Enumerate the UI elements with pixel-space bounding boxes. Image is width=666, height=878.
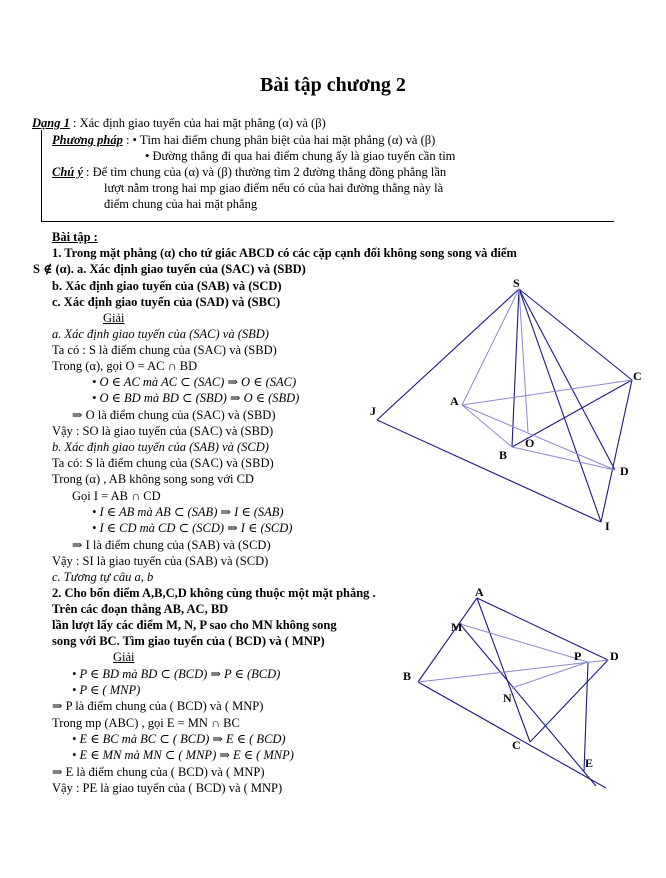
p1-s15: Vậy : SI là giao tuyến của (SAB) và (SCD) [52, 554, 269, 568]
p1-s10: Trong (α) , AB không song song với CD [52, 472, 254, 486]
p2-s3: ⇒ P là điểm chung của ( BCD) và ( MNP) [52, 699, 264, 713]
phuongphap-label: Phương pháp [52, 133, 123, 147]
p1-s11: Gọi I = AB ∩ CD [72, 489, 161, 503]
chuy-label: Chú ý [52, 165, 83, 179]
edge-BCE [418, 682, 606, 788]
fig1-solid-edges [377, 289, 632, 522]
chuy-text1: : Để tìm chung của (α) và (β) thường tìm 2 đường thẳng đồng phẳng lần [82, 165, 447, 179]
p1-s3: Trong (α), gọi O = AC ∩ BD [52, 359, 198, 373]
p1-s1: a. Xác định giao tuyến của (SAC) và (SBD) [52, 327, 269, 341]
label-D2: D [610, 649, 619, 663]
dang1-text: : Xác định giao tuyến của hai mặt phẳng (α) và (β) [69, 116, 326, 130]
label-M2: M [451, 620, 463, 634]
baitap-label: Bài tập : [52, 230, 98, 244]
edge-SJ [377, 289, 519, 420]
label-D: D [620, 464, 629, 478]
p2-s8: Vậy : PE là giao tuyến của ( BCD) và ( MNP) [52, 781, 283, 795]
edge-BD2 [418, 660, 608, 682]
edge-SB [512, 289, 519, 447]
p1-s9: Ta có: S là điểm chung của (SAC) và (SBD) [52, 456, 274, 470]
label-B2: B [403, 669, 412, 683]
p1-s8: b. Xác định giao tuyến của (SAB) và (SCD) [52, 440, 269, 454]
label-P2: P [574, 649, 582, 663]
p2-line2: Trên các đoạn thẳng AB, AC, BD [52, 602, 229, 616]
label-J: J [370, 404, 376, 418]
fig1-light-edges [462, 289, 632, 470]
label-N2: N [503, 691, 512, 705]
label-A2: A [475, 585, 484, 599]
edge-SC [519, 289, 632, 380]
label-S: S [513, 276, 520, 290]
p1-s2: Ta có : S là điểm chung của (SAC) và (SBD) [52, 343, 277, 357]
label-C: C [633, 369, 642, 383]
p1-line4: c. Xác định giao tuyến của (SAD) và (SBC) [52, 295, 281, 309]
chuy-line3: điểm chung của hai mặt phẳng [104, 197, 258, 211]
p1-s4: • O ∈ AC mà AC ⊂ (SAC) ⇒ O ∈ (SAC) [92, 375, 297, 389]
p1-s6: ⇒ O là điểm chung của (SAC) và (SBD) [72, 408, 276, 422]
p2-line4: song với BC. Tìm giao tuyến của ( BCD) và ( MNP) [52, 634, 325, 648]
p1-line3: b. Xác định giao tuyến của (SAB) và (SCD) [52, 279, 282, 293]
p1-line2: S ∉ (α). a. Xác định giao tuyến của (SAC) và (SBD) [33, 262, 306, 276]
fig2-solid-edges [418, 598, 608, 788]
label-E2: E [585, 756, 594, 770]
p2-s4: Trong mp (ABC) , gọi E = MN ∩ BC [52, 716, 240, 730]
edge-AD [462, 405, 615, 470]
edge-AB2 [418, 598, 477, 682]
edge-CD2 [530, 660, 608, 742]
line-MP [460, 624, 588, 662]
label-A: A [450, 394, 459, 408]
chuy-line2: lượt nằm trong hai mp giao điểm nếu có của hai đường thẳng này là [104, 181, 444, 195]
p1-line1: 1. Trong mặt phẳng (α) cho tứ giác ABCD có các cặp cạnh đối không song song và điểm [52, 246, 517, 260]
p1-s13: • I ∈ CD mà CD ⊂ (SCD) ⇒ I ∈ (SCD) [92, 521, 293, 535]
edge-SI [519, 289, 601, 522]
p1-s5: • O ∈ BD mà BD ⊂ (SBD) ⇒ O ∈ (SBD) [92, 391, 300, 405]
p2-s1: • P ∈ BD mà BD ⊂ (BCD) ⇒ P ∈ (BCD) [72, 667, 281, 681]
page-title: Bài tập chương 2 [260, 74, 406, 96]
line-NP [512, 662, 588, 688]
p2-giai: Giải [113, 650, 135, 664]
p2-line3: lần lượt lấy các điểm M, N, P sao cho MN không song [52, 618, 337, 632]
p1-s16: c. Tương tự câu a, b [52, 570, 154, 584]
edge-AC [462, 380, 632, 405]
p1-s7: Vậy : SO là giao tuyến của (SAC) và (SBD) [52, 424, 274, 438]
p2-line1: 2. Cho bốn điểm A,B,C,D không cùng thuộc một mặt phẳng . [52, 586, 376, 600]
label-B: B [499, 448, 508, 462]
label-I: I [605, 519, 610, 533]
edge-AB [462, 405, 512, 447]
phuongphap-line2: • Đường thẳng đi qua hai điểm chung ấy là giao tuyến cần tìm [145, 149, 456, 163]
p2-s2: • P ∈ ( MNP) [72, 683, 141, 697]
edge-JI [377, 420, 601, 522]
edge-CI [601, 380, 632, 522]
p1-giai: Giải [103, 311, 125, 325]
p2-s7: ⇒ E là điểm chung của ( BCD) và ( MNP) [52, 765, 265, 779]
label-C2: C [512, 738, 521, 752]
p2-s5: • E ∈ BC mà BC ⊂ ( BCD) ⇒ E ∈ ( BCD) [72, 732, 286, 746]
p2-s6: • E ∈ MN mà MN ⊂ ( MNP) ⇒ E ∈ ( MNP) [72, 748, 294, 762]
dang1-label: Dạng 1 [32, 116, 70, 130]
edge-SA [462, 289, 519, 405]
phuongphap-text1: : • Tìm hai điểm chung phân biệt của hai mặt phẳng (α) và (β) [122, 133, 436, 147]
p1-s12: • I ∈ AB mà AB ⊂ (SAB) ⇒ I ∈ (SAB) [92, 505, 284, 519]
label-O: O [525, 436, 535, 450]
p1-s14: ⇒ I là điểm chung của (SAB) và (SCD) [72, 538, 271, 552]
edge-BD [512, 447, 615, 470]
